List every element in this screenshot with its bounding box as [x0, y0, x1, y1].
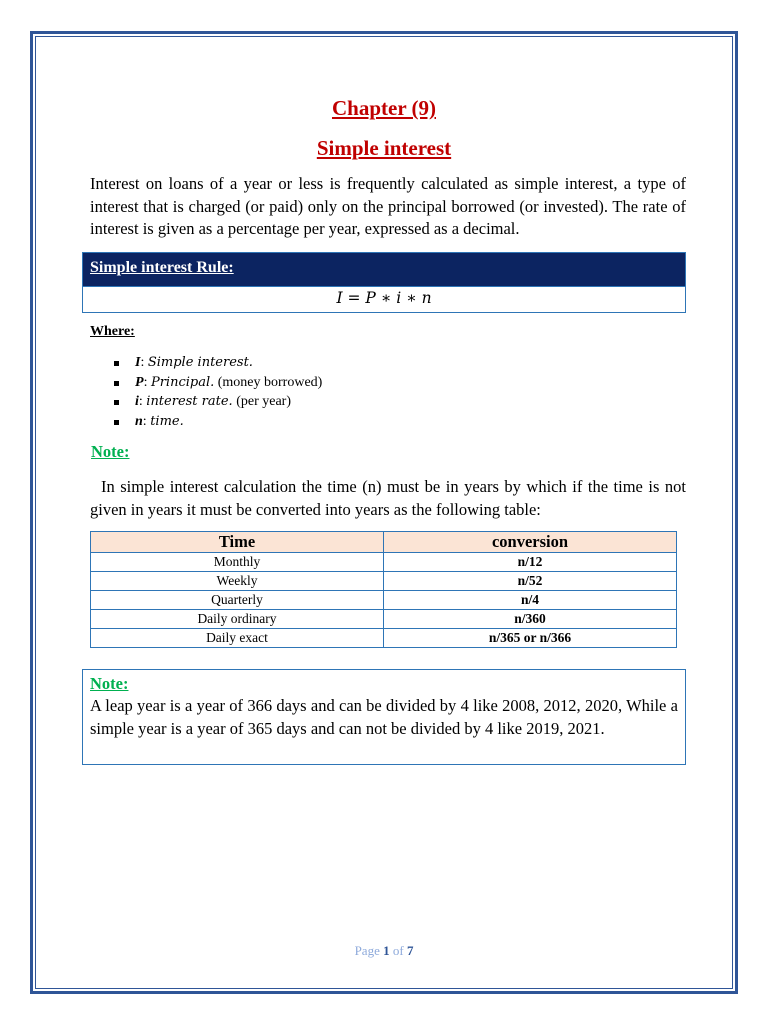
chapter-label: Chapter (9) — [331, 96, 436, 120]
conversion-cell: n/365 or n/366 — [384, 629, 677, 648]
note-heading: Note: — [91, 442, 130, 461]
note-paragraph: In simple interest calculation the time (n) must be in years by which if the time is not given in years it must be converted into years as the following table: — [90, 477, 686, 519]
list-item: n: time. — [114, 412, 322, 432]
column-header-conversion: conversion — [384, 532, 677, 553]
simple-interest-rule-box — [82, 252, 686, 313]
variable-meaning: Principal. — [150, 374, 215, 390]
time-cell: Monthly — [91, 553, 384, 572]
time-cell: Quarterly — [91, 591, 384, 610]
variable-meaning: time. — [150, 414, 184, 430]
variable-meaning: Simple interest. — [147, 355, 253, 370]
page-number-footer — [0, 943, 768, 959]
conversion-cell: n/4 — [384, 591, 677, 610]
table-row — [91, 591, 677, 610]
leap-note-heading: Note: — [90, 674, 129, 693]
table-row — [91, 553, 677, 572]
time-cell: Weekly — [91, 572, 384, 591]
leap-note-text: A leap year is a year of 366 days and can be divided by 4 like 2008, 2012, 2020, While a simple year is a year of 365 days and can not be divided by 4 like 2019, 2021. — [90, 696, 678, 738]
conversion-cell: n/52 — [384, 572, 677, 591]
table-row — [91, 572, 677, 591]
time-cell: Daily exact — [91, 629, 384, 648]
list-item: I: Simple interest. — [114, 353, 322, 373]
bullet-icon — [114, 381, 119, 386]
variable-list — [114, 353, 322, 432]
variable-note: (per year) — [236, 394, 291, 410]
list-item: P: Principal. (money borrowed) — [114, 373, 322, 393]
variable-symbol: n — [135, 414, 143, 430]
list-item: i: interest rate. (per year) — [114, 392, 322, 412]
page-word: Page — [354, 943, 380, 958]
variable-symbol: P — [135, 374, 144, 390]
where-label: Where: — [90, 324, 135, 339]
intro-paragraph: Interest on loans of a year or less is frequently calculated as simple interest, a type of interest that is charged (or paid) only on the principal borrowed (or invested). The rate of interest is given as a percentage per year, expressed as a decimal. — [90, 174, 686, 238]
variable-note: (money borrowed) — [217, 374, 323, 390]
bullet-icon — [114, 361, 119, 366]
variable-symbol: i — [135, 394, 139, 410]
table-row — [91, 610, 677, 629]
variable-meaning: interest rate. — [146, 394, 233, 410]
time-cell: Daily ordinary — [91, 610, 384, 629]
current-page: 1 — [383, 943, 390, 958]
time-conversion-table — [90, 531, 677, 648]
variable-symbol: I — [135, 355, 141, 370]
table-header-row — [91, 532, 677, 553]
chapter-title: Simple interest — [316, 136, 452, 160]
table-row — [91, 629, 677, 648]
total-pages: 7 — [406, 943, 414, 958]
conversion-cell: n/360 — [384, 610, 677, 629]
bullet-icon — [114, 420, 119, 425]
rule-heading: Simple interest Rule: — [83, 253, 685, 287]
column-header-time: Time — [91, 532, 384, 553]
of-word: of — [392, 943, 404, 958]
conversion-cell: n/12 — [384, 553, 677, 572]
rule-formula: I = P ∗ i ∗ n — [336, 289, 432, 307]
leap-year-note-box — [82, 669, 686, 765]
bullet-icon — [114, 400, 119, 405]
